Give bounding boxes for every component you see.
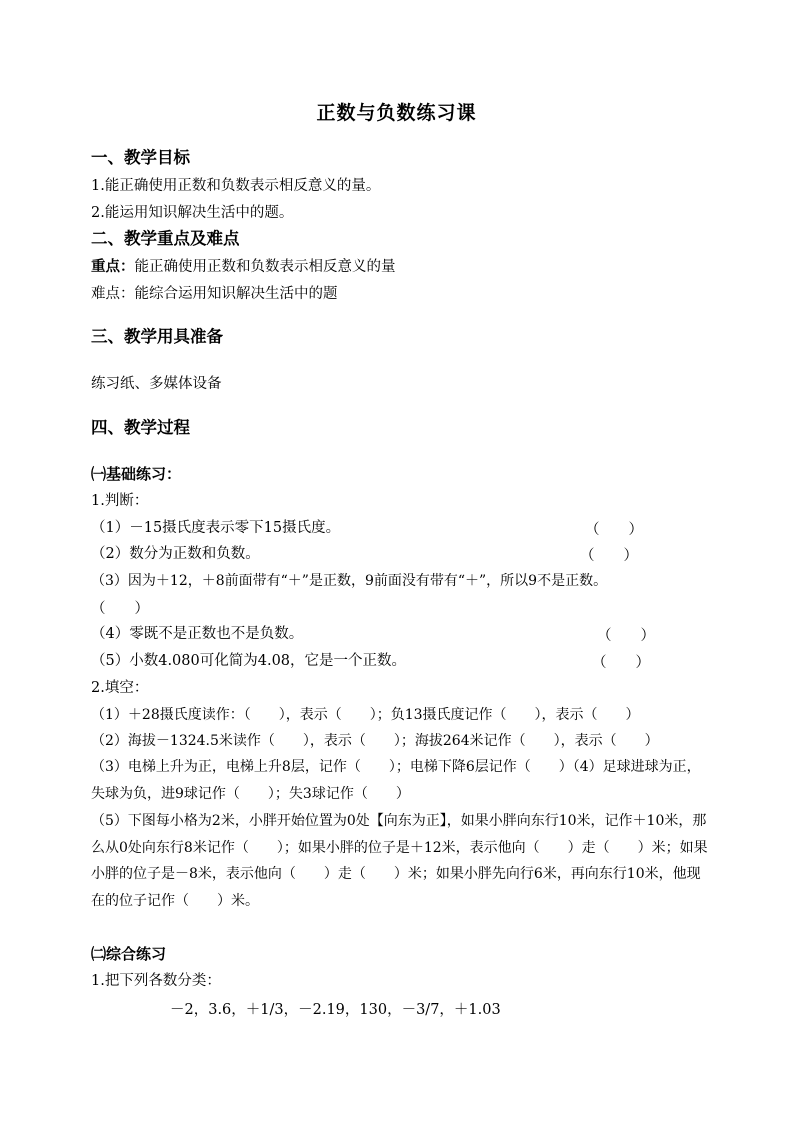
judge-item-5: （5）小数4.080可化简为4.08，它是一个正数。 xyxy=(91,653,407,669)
comprehensive-practice-heading: ㈡综合练习 xyxy=(91,945,167,963)
fill-item-2: （2）海拔－1324.5米读作（ ），表示（ ）；海拔264米记作（ ），表示（ ） xyxy=(91,733,659,749)
section2-heading: 二、教学重点及难点 xyxy=(91,229,240,248)
basic-practice-heading: ㈠基础练习： xyxy=(91,465,182,483)
judge-item-4: （4）零既不是正数也不是负数。 xyxy=(91,626,304,642)
key-point-label: 重点： xyxy=(91,258,135,275)
judge-answer-4: （ ） xyxy=(597,628,655,644)
judge-answer-2: （ ） xyxy=(580,548,638,564)
judge-item-3: （3）因为＋12，＋8前面带有“＋”是正数，9前面没有带有“＋”，所以9不是正数。 xyxy=(91,573,608,589)
page-title: 正数与负数练习课 xyxy=(316,102,477,124)
judge-item-1: （1）－15摄氏度表示零下15摄氏度。 xyxy=(91,520,341,536)
fill-item-5: （5）下图每小格为2米，小胖开始位置为0处【向东为正】，如果小胖向东行10米，记作＋10米，那么从0处向东行8米记作（ ）；如果小胖的位子是＋12米，表示他向（ ）走（ ）米；如果小胖的位子是－8米，表示他向（ ）走（ ）米；如果小胖先向行6米，再向东行10米，他现在的位子记作（ ）米。 xyxy=(91,813,708,909)
classify-title: 1.把下列各数分类： xyxy=(91,973,221,989)
key-point xyxy=(91,257,711,277)
fill-title: 2.填空： xyxy=(91,680,149,696)
goal-item-1: 1.能正确使用正数和负数表示相反意义的量。 xyxy=(91,178,381,194)
fill-item-1: （1）＋28摄氏度读作：（ ），表示（ ）；负13摄氏度记作（ ），表示（ ） xyxy=(91,707,640,723)
goal-item-2: 2.能运用知识解决生活中的题。 xyxy=(91,205,294,221)
difficult-point: 难点：能综合运用知识解决生活中的题 xyxy=(91,286,338,302)
judge-item-2: （2）数分为正数和负数。 xyxy=(91,546,260,562)
section1-heading: 一、教学目标 xyxy=(91,148,190,167)
section3-heading: 三、教学用具准备 xyxy=(91,327,223,346)
judge-answer-1: （ ） xyxy=(585,522,643,538)
judge-title: 1.判断： xyxy=(91,493,149,509)
section4-heading: 四、教学过程 xyxy=(91,418,190,437)
number-list: －2，3.6，＋1/3，－2.19，130，－3/7，＋1.03 xyxy=(170,1002,501,1018)
materials-text: 练习纸、多媒体设备 xyxy=(91,376,222,392)
judge-answer-3: （ ） xyxy=(91,601,149,617)
judge-answer-5: （ ） xyxy=(592,655,650,671)
key-point-text: 能正确使用正数和负数表示相反意义的量 xyxy=(134,259,396,275)
fill-item-3: （3）电梯上升为正，电梯上升8层，记作（ ）；电梯下降6层记作（ ）（4）足球进球为正，失球为负，进9球记作（ ）；失3球记作（ ） xyxy=(91,759,701,802)
